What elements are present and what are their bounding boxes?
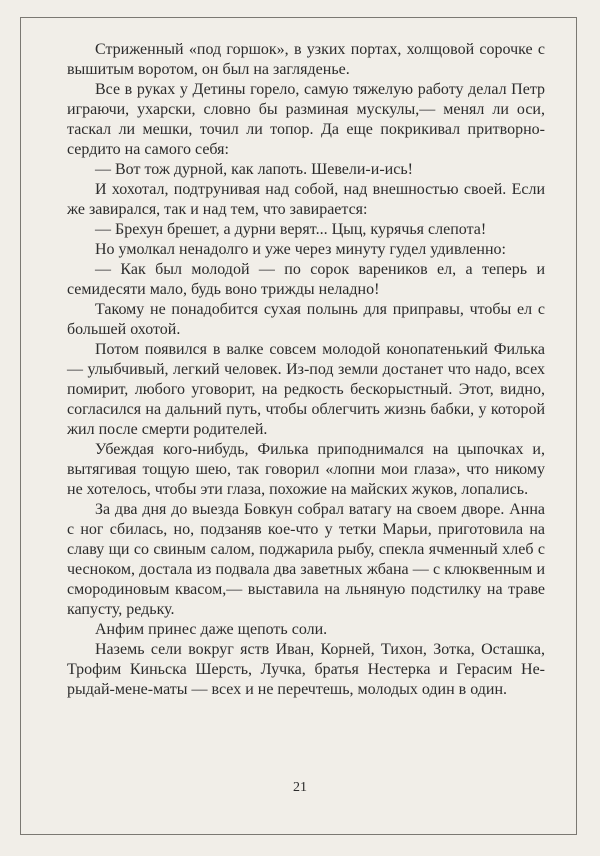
paragraph: За два дня до выезда Бовкун собрал ватагу на своем дворе. Анна с ног сбилась, но, подзаняв кое-что у тетки Марьи, приготовила на славу щи со свиным салом, поджарила рыбу, спекла ячменный хлеб с чесноком, достала из подвала два заветных жбана — с клюквенным и смородиновым квасом,— выставила на льняную подстилку на траве капусту, редьку. xyxy=(67,501,545,618)
paragraph: Такому не понадобится сухая полынь для приправы, чтобы ел с большей охотой. xyxy=(67,301,545,338)
paragraph: Наземь сели вокруг яств Иван, Корней, Тихон, Зотка, Осташка, Трофим Киньска Шерсть, Лучка, братья Нестерка и Герасим Не-рыдай-мене-маты — всех и не перечтешь, молодых один в один. xyxy=(67,641,545,698)
paragraph: Убеждая кого-нибудь, Филька приподнимался на цыпочках и, вытягивая тощую шею, так говорил «лопни мои глаза», что никому не хотелось, чтобы эти глаза, похожие на майских жуков, лопались. xyxy=(67,441,545,498)
text-block xyxy=(67,40,545,700)
paragraph: — Брехун брешет, а дурни верят... Цыц, курячья слепота! xyxy=(95,221,487,238)
paragraph: Но умолкал ненадолго и уже через минуту гудел удивленно: xyxy=(95,241,506,258)
paragraph: Потом появился в валке совсем молодой конопатенький Филька — улыбчивый, легкий человек. Из-под земли достанет что надо, всех помирит, любого уговорит, на редкость бескорыстный. Этот, видно, согласился на дальний путь, чтобы облегчить жизнь бабки, у которой жил после смерти родителей. xyxy=(67,341,545,438)
paragraph: Анфим принес даже щепоть соли. xyxy=(95,621,328,638)
paragraph: — Как был молодой — по сорок вареников ел, а теперь и семидесяти мало, будь воно трижды неладно! xyxy=(67,261,545,298)
page-number: 21 xyxy=(293,780,307,795)
paragraph: И хохотал, подтрунивая над собой, над внешностью своей. Если же завирался, так и над тем, что завирается: xyxy=(67,181,545,218)
paragraph: Все в руках у Детины горело, самую тяжелую работу делал Петр играючи, ухарски, словно бы разминая мускулы,— менял ли оси, таскал ли мешки, точил ли топор. Да еще покрикивал притворно-сердито на самого себя: xyxy=(67,81,545,158)
paragraph: — Вот тож дурной, как лапоть. Шевели-и-ись! xyxy=(95,161,413,178)
paragraph: Стриженный «под горшок», в узких портах, холщовой сорочке с вышитым воротом, он был на загляденье. xyxy=(67,41,545,78)
